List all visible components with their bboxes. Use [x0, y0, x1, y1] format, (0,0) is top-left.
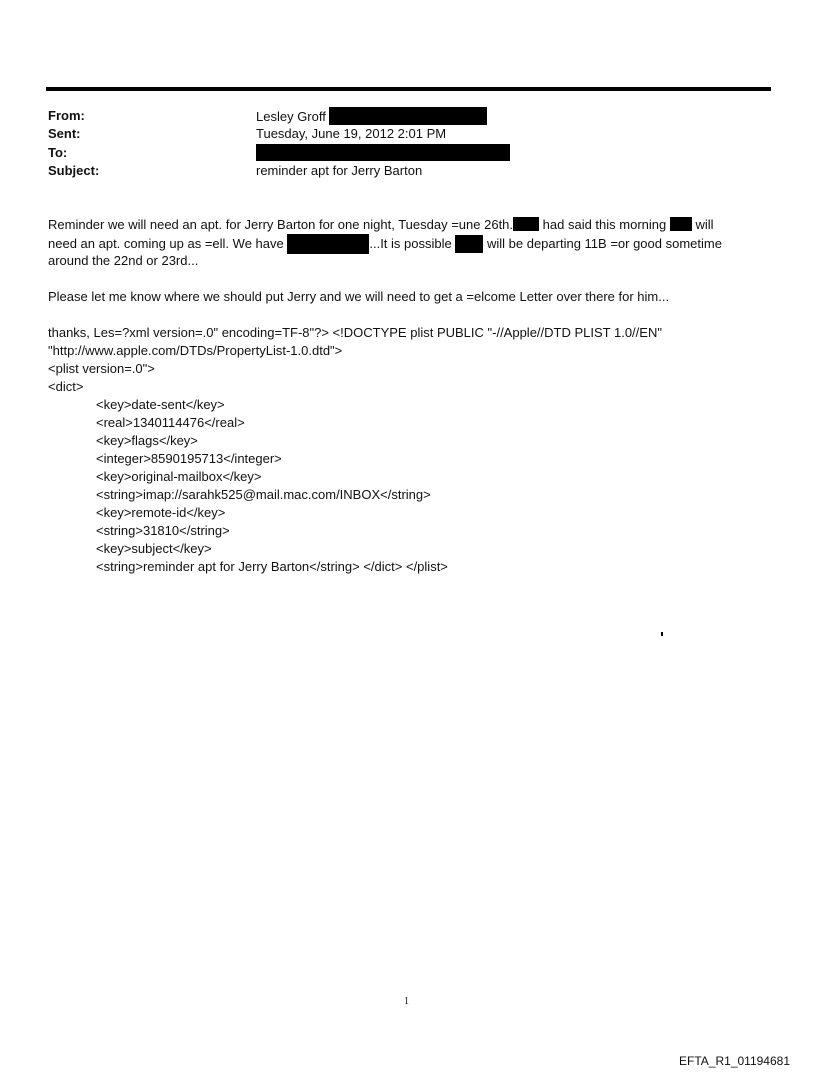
page-number: 1	[404, 996, 409, 1007]
scan-speck	[661, 632, 663, 636]
redaction-box	[287, 234, 369, 254]
subject-label: Subject:	[48, 163, 100, 178]
plist-line: <key>subject</key>	[96, 541, 212, 556]
plist-line: <string>reminder apt for Jerry Barton</string> </dict> </plist>	[96, 559, 448, 574]
body-line-dtd: "http://www.apple.com/DTDs/PropertyList-1.0.dtd">	[48, 343, 343, 358]
body-text-segment: Reminder we will need an apt. for Jerry Barton for one night, Tuesday =une 26th.	[48, 217, 514, 232]
sent-label: Sent:	[48, 126, 81, 141]
body-text-segment: had said this morning	[542, 217, 667, 232]
body-text-segment: around the 22nd or 23rd...	[48, 253, 199, 268]
body-text-segment: ...It is possible	[369, 236, 452, 251]
body-line-thanks: thanks, Les=?xml version=.0" encoding=TF-8"?> <!DOCTYPE plist PUBLIC "-//Apple//DTD PLIST 1.0//EN"	[48, 325, 662, 340]
redaction-box	[513, 217, 539, 231]
redaction-box	[256, 144, 510, 161]
body-line-2	[48, 234, 758, 254]
sender-name: Lesley Groff	[256, 109, 326, 124]
body-paragraph-2: Please let me know where we should put Jerry and we will need to get a =elcome Letter over there for him...	[48, 289, 670, 304]
plist-line: <string>imap://sarahk525@mail.mac.com/INBOX</string>	[96, 487, 431, 502]
plist-line: <real>1340114476</real>	[96, 415, 245, 430]
bates-number: EFTA_R1_01194681	[679, 1054, 790, 1068]
redaction-box	[670, 217, 692, 231]
plist-line: <integer>8590195713</integer>	[96, 451, 282, 466]
plist-line: <key>date-sent</key>	[96, 397, 225, 412]
body-line-plist: <plist version=.0">	[48, 361, 155, 376]
body-text-segment: will be departing 11B =or good sometime	[486, 236, 722, 251]
plist-line: <key>original-mailbox</key>	[96, 469, 262, 484]
from-value	[256, 107, 487, 126]
sent-value: Tuesday, June 19, 2012 2:01 PM	[256, 126, 447, 141]
plist-line: <string>31810</string>	[96, 523, 230, 538]
body-line-1	[48, 216, 758, 234]
body-text-segment: need an apt. coming up as =ell. We have	[48, 236, 284, 251]
redaction-box	[455, 235, 483, 253]
body-text-segment: will	[695, 217, 714, 232]
plist-line: <key>remote-id</key>	[96, 505, 226, 520]
body-line-dict: <dict>	[48, 379, 84, 394]
plist-line: <key>flags</key>	[96, 433, 198, 448]
redaction-box	[329, 107, 487, 125]
body-line-3	[48, 252, 758, 270]
to-value	[256, 144, 510, 162]
subject-value: reminder apt for Jerry Barton	[256, 163, 423, 178]
header-divider	[46, 87, 771, 91]
from-label: From:	[48, 108, 85, 123]
to-label: To:	[48, 145, 68, 160]
